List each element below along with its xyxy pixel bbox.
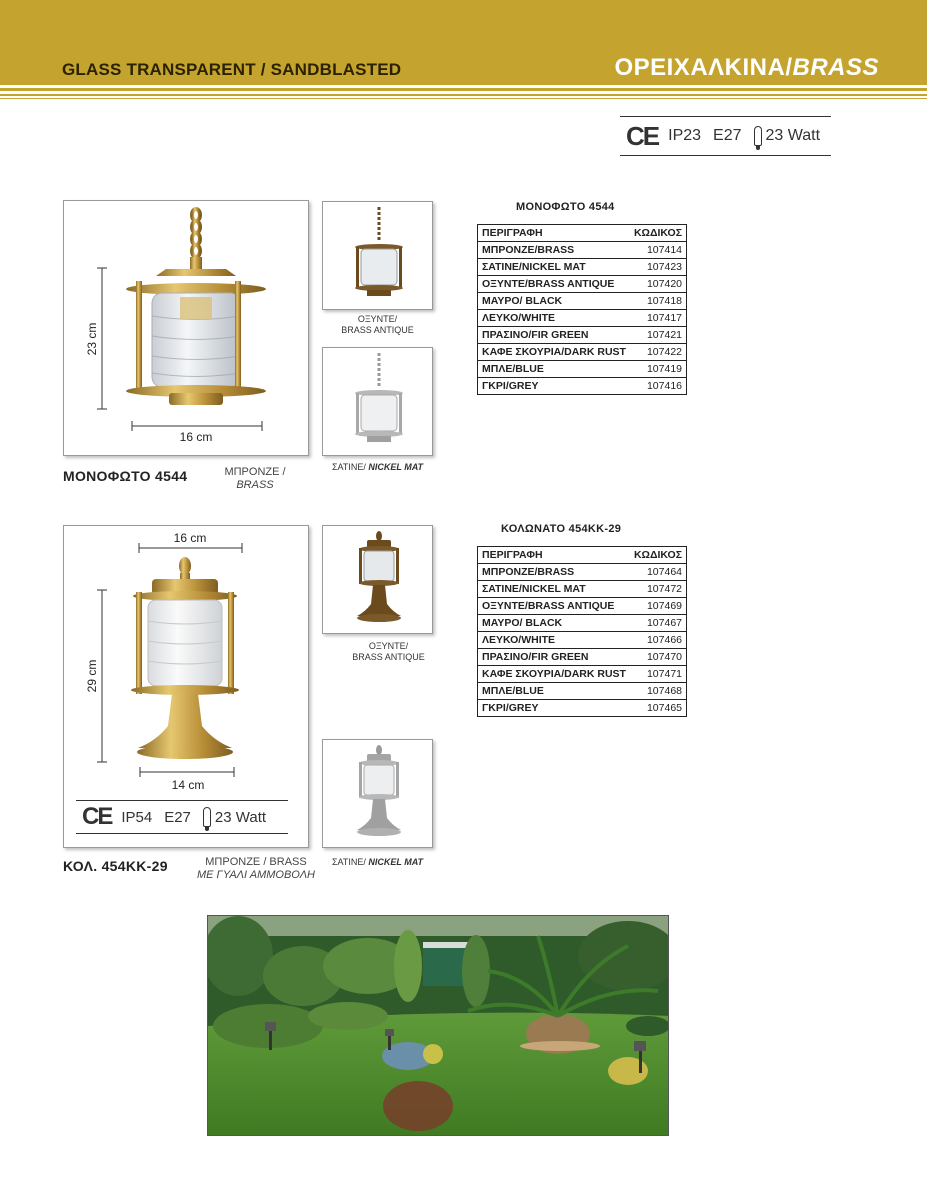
table-row (478, 632, 687, 649)
socket-type: E27 (164, 808, 191, 826)
table-row (478, 344, 687, 361)
product1-main-finish (214, 466, 296, 492)
product2-thumb1-line1: ΟΞΥΝΤΕ/ (368, 641, 409, 651)
header-right-title-italic: BRASS (792, 54, 879, 81)
product1-thumb1-line2: BRASS ANTIQUE (341, 325, 414, 335)
row-desc: ΟΞΥΝΤΕ/BRASS ANTIQUE (478, 598, 630, 615)
header-left-title: GLASS TRANSPARENT / SANDBLASTED (62, 60, 402, 79)
product1-height-label: 23 cm (85, 322, 99, 356)
row-desc: ΟΞΥΝΤΕ/BRASS ANTIQUE (478, 276, 630, 293)
row-desc: ΓΚΡΙ/GREY (478, 378, 630, 395)
product1-main-finish-line2: BRASS (236, 479, 274, 491)
row-code: 107467 (630, 615, 687, 632)
product2-thumb2-prefix: ΣΑΤΙΝΕ/ (331, 857, 366, 867)
row-code: 107464 (630, 564, 687, 581)
table-row (478, 310, 687, 327)
post-lamp-antique-image (323, 526, 434, 635)
row-desc: ΠΡΑΣΙΝΟ/FIR GREEN (478, 327, 630, 344)
row-code: 107470 (630, 649, 687, 666)
product1-thumb1-caption (322, 314, 433, 336)
row-desc: ΜΠΛΕ/BLUE (478, 683, 630, 700)
table-row (478, 361, 687, 378)
row-desc: ΚΑΦΕ ΣΚΟΥΡΙΑ/DARK RUST (478, 666, 630, 683)
header-right-title (614, 54, 879, 82)
product2-height-label: 29 cm (85, 659, 99, 693)
row-desc: ΜΠΡΟΝΖΕ/BRASS (478, 564, 630, 581)
product1-main-photo (63, 200, 309, 456)
row-desc: ΜΠΛΕ/BLUE (478, 361, 630, 378)
table-row (478, 293, 687, 310)
product2-base-width-label: 14 cm (171, 778, 205, 792)
table-head-code: ΚΩΔΙΚΟΣ (630, 225, 687, 242)
table-row (478, 378, 687, 395)
row-code: 107469 (630, 598, 687, 615)
post-lamp-nickel-image (323, 740, 434, 849)
product1-thumb-nickel (322, 347, 433, 456)
garden-scene-photo (207, 915, 669, 1136)
row-desc: ΜΠΡΟΝΖΕ/BRASS (478, 242, 630, 259)
product2-thumb-nickel (322, 739, 433, 848)
wattage: 23 Watt (214, 808, 267, 826)
post-lamp-brass-image (64, 526, 310, 796)
pendant-lamp-nickel-image (323, 348, 434, 457)
row-desc: ΚΑΦΕ ΣΚΟΥΡΙΑ/DARK RUST (478, 344, 630, 361)
header-right-title-main: ΟΡΕΙΧΑΛΚΙΝΑ/ (614, 54, 793, 81)
product2-thumb1-line2: BRASS ANTIQUE (352, 652, 425, 662)
row-desc: ΜΑΥΡΟ/ BLACK (478, 293, 630, 310)
ce-mark: CE (82, 803, 112, 830)
header-stripe-1 (0, 88, 927, 91)
row-code: 107421 (630, 327, 687, 344)
row-code: 107472 (630, 581, 687, 598)
product2-thumb-antique (322, 525, 433, 634)
row-code: 107423 (630, 259, 687, 276)
top-spec-box (620, 116, 831, 156)
product1-thumb2-italic: NICKEL MAT (368, 462, 424, 472)
product1-thumb1-line1: ΟΞΥΝΤΕ/ (357, 314, 398, 324)
wattage: 23 Watt (765, 127, 821, 144)
row-code: 107417 (630, 310, 687, 327)
product2-name: ΚΟΛ. 454ΚΚ-29 (63, 858, 168, 874)
product1-thumb2-caption (322, 462, 433, 473)
pendant-lamp-antique-image (323, 202, 434, 311)
row-code: 107418 (630, 293, 687, 310)
product1-table-title: ΜΟΝΟΦΩΤΟ 4544 (516, 201, 615, 213)
table-row (478, 700, 687, 717)
table-head-code: ΚΩΔΙΚΟΣ (630, 547, 687, 564)
bulb-icon (203, 807, 211, 827)
product2-main-finish-line2: ΜΕ ΓΥΑΛΙ ΑΜΜΟΒΟΛΗ (197, 869, 315, 881)
table-row (478, 649, 687, 666)
garden-scene-image (208, 916, 669, 1136)
row-desc: ΣΑΤΙΝΕ/NICKEL MAT (478, 259, 630, 276)
table-header-row (478, 225, 687, 242)
table-row (478, 615, 687, 632)
header-stripe-2 (0, 94, 927, 96)
row-desc: ΓΚΡΙ/GREY (478, 700, 630, 717)
ip-rating: IP54 (121, 808, 153, 826)
bulb-icon (754, 126, 762, 146)
product2-main-finish (196, 856, 316, 882)
socket-type: E27 (713, 127, 742, 144)
table-row (478, 259, 687, 276)
header-band (0, 0, 927, 85)
table-row (478, 327, 687, 344)
product2-thumb1-caption (322, 641, 455, 663)
row-code: 107422 (630, 344, 687, 361)
product1-main-finish-line1: ΜΠΡΟΝΖΕ / (224, 466, 286, 478)
row-desc: ΜΑΥΡΟ/ BLACK (478, 615, 630, 632)
product2-main-photo (63, 525, 309, 848)
product2-thumb2-italic: NICKEL MAT (368, 857, 424, 867)
row-desc: ΣΑΤΙΝΕ/NICKEL MAT (478, 581, 630, 598)
row-code: 107471 (630, 666, 687, 683)
row-code: 107466 (630, 632, 687, 649)
row-code: 107465 (630, 700, 687, 717)
pendant-lamp-brass-image (64, 201, 310, 457)
product2-spec-box (76, 800, 288, 834)
product1-code-table (477, 224, 687, 395)
table-head-desc: ΠΕΡΙΓΡΑΦΗ (478, 547, 630, 564)
row-code: 107419 (630, 361, 687, 378)
table-header-row (478, 547, 687, 564)
row-code: 107416 (630, 378, 687, 395)
table-row (478, 564, 687, 581)
table-row (478, 683, 687, 700)
row-code: 107468 (630, 683, 687, 700)
product2-thumb2-caption (322, 857, 433, 868)
header-stripe-3 (0, 98, 927, 99)
ce-mark: CE (626, 120, 659, 151)
row-code: 107420 (630, 276, 687, 293)
row-desc: ΛΕΥΚΟ/WHITE (478, 310, 630, 327)
product1-thumb-antique (322, 201, 433, 310)
table-head-desc: ΠΕΡΙΓΡΑΦΗ (478, 225, 630, 242)
product1-width-label: 16 cm (179, 430, 213, 444)
product2-code-table (477, 546, 687, 717)
product1-thumb2-prefix: ΣΑΤΙΝΕ/ (331, 462, 366, 472)
product2-top-width-label: 16 cm (173, 531, 207, 545)
product2-main-finish-line1: ΜΠΡΟΝΖΕ / BRASS (205, 856, 307, 868)
row-code: 107414 (630, 242, 687, 259)
product2-table-title: ΚΟΛΩΝΑΤΟ 454ΚΚ-29 (501, 523, 622, 535)
ip-rating: IP23 (668, 127, 702, 144)
table-row (478, 242, 687, 259)
table-row (478, 666, 687, 683)
table-row (478, 276, 687, 293)
product1-name: ΜΟΝΟΦΩΤΟ 4544 (63, 468, 188, 484)
row-desc: ΛΕΥΚΟ/WHITE (478, 632, 630, 649)
row-desc: ΠΡΑΣΙΝΟ/FIR GREEN (478, 649, 630, 666)
table-row (478, 598, 687, 615)
table-row (478, 581, 687, 598)
